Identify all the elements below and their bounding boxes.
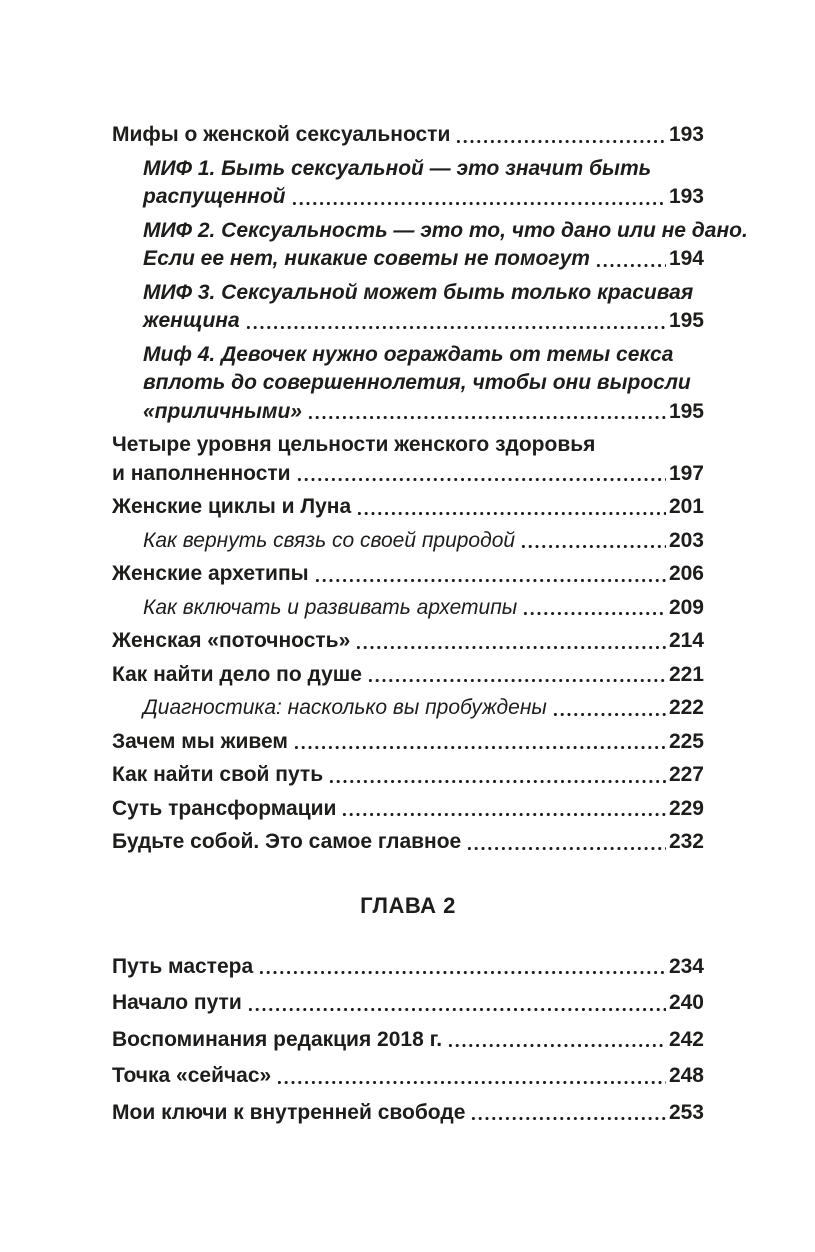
toc-entry-text: Четыре уровня цельности женского здоровья: [112, 433, 596, 456]
toc-entry-row: [112, 761, 704, 790]
toc-entry-text: Если ее нет, никакие советы не помогут: [143, 247, 590, 270]
toc-entry: [112, 155, 704, 212]
toc-page-number: 194: [668, 247, 704, 270]
table-of-contents: [112, 121, 748, 1135]
toc-entry-text: Зачем мы живем: [112, 729, 288, 753]
toc-page-number: 227: [668, 763, 704, 786]
toc-entry: [112, 279, 704, 336]
toc-entry-row: [143, 307, 704, 336]
dot-leader: [328, 777, 666, 786]
toc-entry: [112, 1099, 704, 1128]
dot-leader: [296, 475, 666, 484]
toc-entry-row: [112, 1099, 704, 1128]
toc-entry-text: Миф 4. Девочек нужно ограждать от темы секса: [143, 342, 674, 366]
toc-entry: [112, 594, 704, 623]
toc-page-number: 229: [668, 796, 704, 820]
toc-entry: [112, 527, 704, 556]
toc-entry: [112, 728, 704, 757]
toc-entry-text: Как найти свой путь: [112, 763, 324, 786]
toc-entry-text: Будьте собой. Это самое главное: [112, 830, 462, 853]
dot-leader: [247, 1005, 666, 1014]
toc-entry-text: Как включать и развивать архетипы: [143, 595, 518, 619]
toc-page-number: 240: [668, 991, 704, 1014]
toc-entry-text: Мифы о женской сексуальности: [112, 123, 451, 146]
dot-leader: [520, 542, 666, 551]
toc-entry-row: [112, 1062, 704, 1091]
toc-entry-text: вплоть до совершеннолетия, чтобы они выросли: [143, 371, 691, 394]
toc-entry-row: [112, 493, 704, 522]
toc-entry-text: Суть трансформации: [112, 796, 337, 820]
toc-entry-text: Женские архетипы: [112, 562, 309, 585]
toc-entry: [112, 627, 704, 656]
toc-entry-text: МИФ 3. Сексуальной может быть только красивая: [143, 280, 694, 304]
dot-leader: [455, 137, 666, 146]
toc-entry-row: [143, 245, 704, 274]
toc-entry-text: МИФ 2. Сексуальность — это то, что дано или не дано.: [143, 218, 748, 242]
dot-leader: [595, 261, 666, 270]
dot-leader: [291, 199, 666, 208]
dot-leader: [367, 676, 666, 685]
toc-entry-row: [112, 828, 704, 857]
toc-entry-text: Воспоминания редакция 2018 г.: [112, 1027, 443, 1051]
toc-entry-row: [143, 694, 704, 723]
toc-entry-text: Точка «сейчас»: [112, 1064, 272, 1087]
toc-page-number: 209: [668, 595, 704, 619]
dot-leader: [447, 1041, 666, 1050]
toc-page-number: 248: [668, 1064, 704, 1087]
toc-entry-row: [112, 627, 704, 656]
toc-entry: [112, 795, 704, 824]
dot-leader: [293, 743, 666, 752]
toc-page-number: 195: [668, 399, 704, 423]
toc-page-number: 232: [668, 830, 704, 853]
toc-entry-text: и наполненности: [112, 461, 291, 485]
toc-entry-row: [112, 560, 704, 589]
dot-leader: [466, 844, 666, 853]
toc-entry-row: [112, 795, 704, 824]
toc-entry-row: [112, 953, 704, 982]
toc-page-number: 197: [668, 461, 704, 485]
toc-entry-text: Женская «поточность»: [112, 629, 351, 652]
toc-page-number: 225: [668, 729, 704, 753]
toc-entry-text: женщина: [143, 309, 240, 332]
dot-leader: [470, 1114, 666, 1123]
toc-entry-row: [112, 661, 704, 690]
toc-page-number: 206: [668, 562, 704, 585]
toc-entry-text: Диагностика: насколько вы пробуждены: [143, 696, 547, 719]
dot-leader: [522, 609, 666, 618]
toc-entry: [112, 761, 704, 790]
toc-entry-row: [112, 989, 704, 1018]
toc-section-1: [112, 121, 748, 857]
dot-leader: [341, 810, 666, 819]
toc-entry: [112, 121, 704, 150]
toc-entry: [112, 1026, 704, 1055]
toc-page-number: 221: [668, 662, 704, 686]
toc-entry-row: [143, 594, 704, 623]
toc-entry-text: Женские циклы и Луна: [112, 495, 352, 518]
toc-entry-text: Как вернуть связь со своей природой: [143, 528, 516, 552]
toc-page-number: 195: [668, 309, 704, 332]
toc-page-number: 193: [668, 185, 704, 208]
dot-leader: [307, 413, 666, 422]
toc-page-number: 193: [668, 123, 704, 146]
dot-leader: [245, 323, 666, 332]
toc-entry: [112, 989, 704, 1018]
dot-leader: [355, 643, 666, 652]
toc-entry: [112, 431, 704, 488]
chapter-heading: ГЛАВА 2: [360, 892, 456, 918]
toc-page-number: 201: [668, 495, 704, 518]
toc-entry-row: [143, 398, 704, 427]
toc-entry-row: [143, 183, 704, 212]
toc-page-number: 234: [668, 954, 704, 978]
toc-entry: [112, 953, 704, 982]
toc-entry-text: Как найти дело по душе: [112, 662, 362, 686]
toc-entry-text: Мои ключи к внутренней свободе: [112, 1100, 466, 1124]
toc-page-number: 203: [668, 528, 704, 552]
toc-entry: [112, 217, 748, 274]
dot-leader: [552, 710, 666, 719]
toc-entry: [112, 560, 704, 589]
toc-entry: [112, 694, 704, 723]
toc-entry-row: [112, 728, 704, 757]
toc-entry-row: [112, 1026, 704, 1055]
toc-entry-text: Начало пути: [112, 991, 242, 1014]
toc-entry-row: [143, 527, 704, 556]
toc-entry: [112, 828, 704, 857]
toc-page-number: 222: [668, 696, 704, 719]
dot-leader: [314, 576, 666, 585]
toc-entry: [112, 341, 704, 427]
toc-page-number: 242: [668, 1027, 704, 1051]
dot-leader: [258, 968, 666, 977]
toc-entry-text: распущенной: [143, 185, 286, 208]
toc-entry-row: [112, 121, 704, 150]
toc-entry: [112, 493, 704, 522]
dot-leader: [356, 509, 666, 518]
toc-entry: [112, 661, 704, 690]
toc-page-number: 214: [668, 629, 704, 652]
toc-entry-text: МИФ 1. Быть сексуальной — это значит быть: [143, 156, 652, 180]
toc-entry-row: [112, 460, 704, 489]
toc-page-number: 253: [668, 1100, 704, 1124]
toc-entry-text: «приличными»: [143, 399, 302, 423]
toc-entry: [112, 1062, 704, 1091]
dot-leader: [276, 1078, 666, 1087]
toc-section-2: [112, 953, 704, 1128]
toc-entry-text: Путь мастера: [112, 954, 254, 978]
